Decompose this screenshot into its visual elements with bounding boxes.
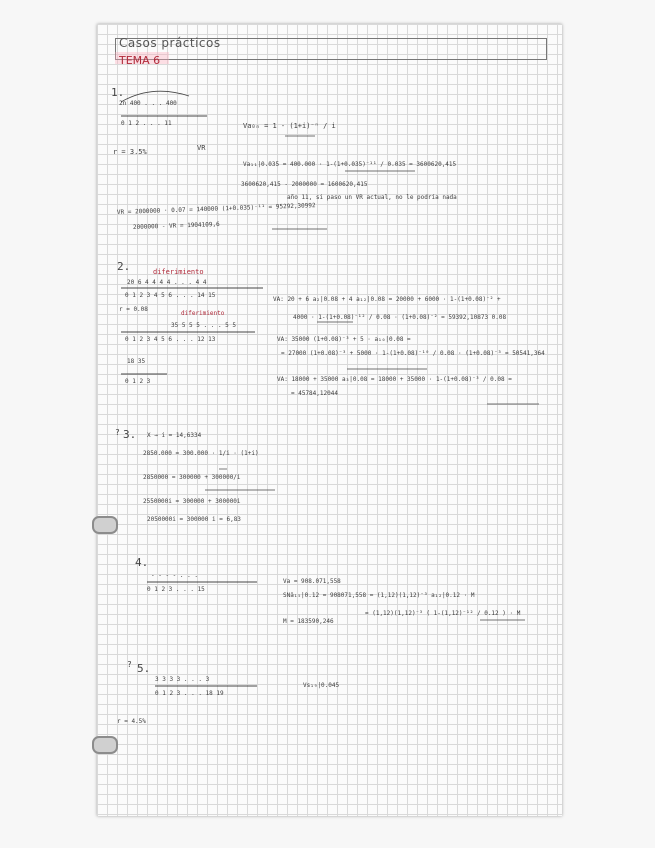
exercise-1-line-5: 2000000 - VR = 1904109,6 — [132, 220, 220, 231]
binder-ring-bottom — [92, 736, 118, 754]
exercise-4-number: 4. — [135, 556, 149, 569]
exercise-1-timeline-ticks: 0 1 2 . . . 11 — [121, 120, 172, 127]
exercise-4-timeline-ticks: 0 1 2 3 . . . 15 — [147, 586, 205, 593]
exercise-1-line-4: VR = 2000000 · 0.07 = 140000 (1+0.035)⁻¹¹ = 95292,30992 — [116, 202, 316, 216]
exercise-2-timeline-2-values: 35 5 5 5 . . . 5 5 — [171, 322, 237, 329]
exercise-3-number: 3. — [123, 428, 137, 441]
exercise-3-line-4: 2050000i = 300000 i = 6,83 — [147, 516, 241, 523]
exercise-2-diferimiento-label-1: diferimiento — [153, 268, 204, 276]
exercise-1-number: 1. — [111, 86, 125, 99]
exercise-2-timeline-1-ticks: 0 1 2 3 4 5 6 . . . 14 15 — [125, 292, 216, 299]
exercise-2-timeline-1-values: 20 6 4 4 4 4 . . . 4 4 — [127, 279, 207, 286]
exercise-1-line-1: Va₁₁|0.035 = 400.000 · 1-(1+0.035)⁻¹¹ / 0.035 = 3600620,415 — [243, 161, 457, 168]
page-subtitle: TEMA 6 — [119, 54, 161, 67]
exercise-3-question-mark: ? — [115, 428, 120, 437]
exercise-5-formula: Vs₁₉|0.045 — [303, 682, 340, 689]
exercise-1-line-3: año 11, si paso un VR actual, no le podría nada — [287, 194, 457, 201]
exercise-3-header: X → i = 14,6334 — [147, 432, 202, 439]
exercise-5-question-mark: ? — [127, 660, 132, 669]
exercise-2-timeline-2-ticks: 0 1 2 3 4 5 6 . . . 12 13 — [125, 336, 216, 343]
notebook-page — [97, 24, 562, 816]
exercise-2-va3-line-2: = 45784,12044 — [291, 390, 338, 397]
exercise-4-line-4: M = 183590,246 — [283, 618, 334, 625]
exercise-2-timeline-3-ticks: 0 1 2 3 — [125, 378, 151, 385]
page-title: Casos prácticos — [119, 36, 221, 50]
exercise-2-va3-line-1: VA: 18000 + 35000 a₃|0.08 = 18000 + 35000 · 1-(1+0.08)⁻³ / 0.08 = — [277, 376, 512, 383]
exercise-4-timeline-values: - - - - . . . — [151, 572, 198, 579]
exercise-1-formula: Va₀ₙ = 1 - (1+i)⁻ⁿ / i — [243, 122, 336, 130]
exercise-3-line-3: 2550000i = 300000 + 300000i — [143, 498, 241, 505]
exercise-5-number: 5. — [137, 662, 151, 675]
exercise-4-line-2: SNä₁₅|0.12 = 908071,558 = (1,12)(1,12)⁻³ a₁₂|0.12 · M — [283, 592, 475, 599]
exercise-5-timeline-ticks: 0 1 2 3 . . . 18 19 — [155, 690, 224, 697]
exercise-1-line-2: 3600620,415 - 2000000 = 1600620,415 — [241, 181, 368, 188]
exercise-1-rate: r = 3.5% — [113, 148, 147, 156]
exercise-1-timeline-values: 2n 400 . . . 400 — [119, 100, 177, 107]
handwriting-strokes — [97, 24, 562, 816]
exercise-2-rate: r = 0.08 — [119, 306, 148, 313]
exercise-5-timeline-values: 3 3 3 3 . . . 3 — [155, 676, 210, 683]
exercise-3-line-1: 2850.000 = 300.000 · 1/i · (1+i) — [143, 450, 259, 457]
exercise-2-timeline-3-values: 18 35 — [127, 358, 146, 365]
exercise-2-number: 2. — [117, 260, 131, 273]
exercise-4-line-3: = (1,12)(1,12)⁻³ ( 1-(1,12)⁻¹² / 0.12 ) · M — [365, 610, 521, 617]
exercise-3-line-2: 2850000 = 300000 + 300000/i — [143, 474, 241, 481]
exercise-1-vr-label: VR — [197, 144, 206, 152]
exercise-2-va2-line-2: = 27000 (1+0.08)⁻³ + 5000 · 1-(1+0.08)⁻¹⁰ / 0.08 · (1+0.08)⁻³ = 50541,364 — [281, 350, 545, 357]
binder-ring-top — [92, 516, 118, 534]
exercise-2-diferimiento-label-2: diferimiento — [181, 310, 225, 317]
exercise-4-line-1: Va = 908.071,558 — [283, 578, 341, 585]
exercise-2-va2-line-1: VA: 35000 (1+0.08)⁻³ + 5 · a₁₀|0.08 = — [277, 336, 411, 343]
exercise-5-rate: r = 4.5% — [117, 718, 146, 725]
exercise-2-va1-line-2: 4000 · 1-(1+0.08)⁻¹² / 0.08 · (1+0.08)⁻² = 59392,10873 0.08 — [293, 314, 507, 321]
exercise-2-va1-line-1: VA: 20 + 6 a₂|0.08 + 4 a₁₂|0.08 = 20000 + 6000 · 1-(1+0.08)⁻² + — [273, 296, 501, 303]
